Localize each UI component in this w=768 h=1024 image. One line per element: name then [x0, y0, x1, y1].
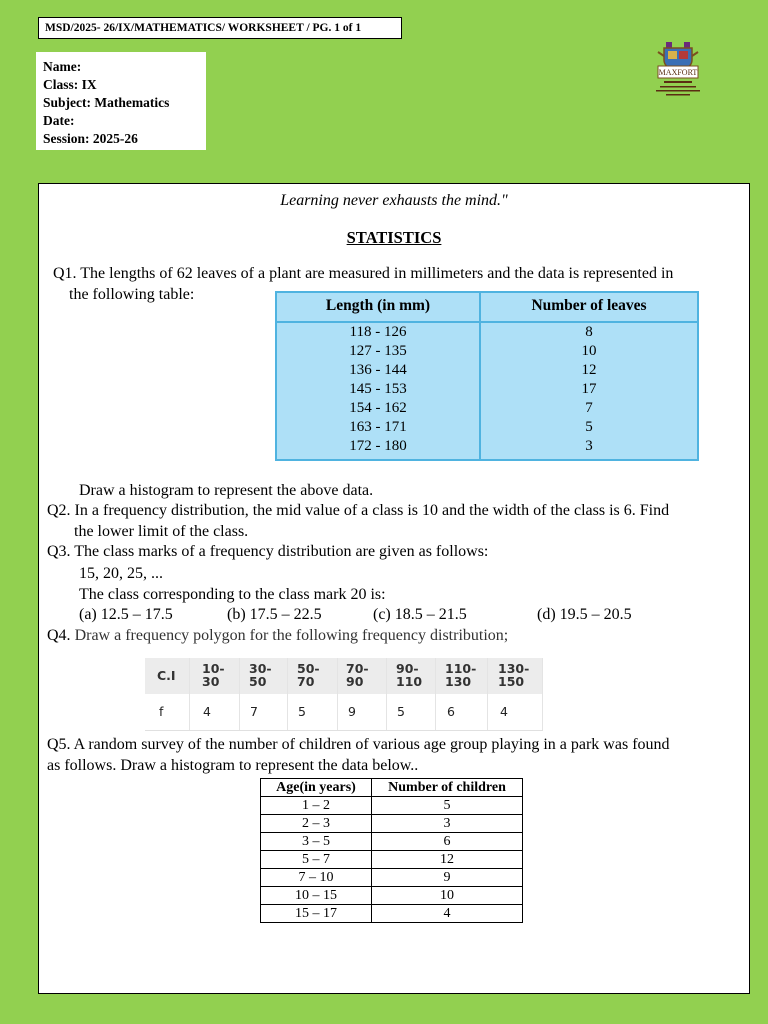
quote: Learning never exhausts the mind." — [280, 192, 508, 209]
table-cell: 9 — [372, 869, 523, 887]
q5-header-age: Age(in years) — [261, 779, 372, 797]
svg-text:MAXFORT: MAXFORT — [658, 68, 698, 77]
table-cell: 1 – 2 — [261, 797, 372, 815]
q4-interval: 10- 30 — [202, 661, 225, 689]
table-cell: 10 — [372, 887, 523, 905]
q1-text-line1: Q1. The lengths of 62 leaves of a plant are measured in millimeters and the data is represented in — [53, 265, 674, 282]
table-cell: 7 – 10 — [261, 869, 372, 887]
subject-label: Subject: Mathematics — [43, 95, 170, 110]
class-label: Class: IX — [43, 77, 97, 92]
q1-instruction: Draw a histogram to represent the above data. — [79, 482, 374, 499]
table-cell: 145 - 153 — [349, 381, 407, 397]
table-cell: 12 — [581, 362, 597, 378]
table-row — [277, 419, 697, 438]
q2-text-line1: Q2. In a frequency distribution, the mid value of a class is 10 and the width of the class is 6. Find — [47, 502, 670, 519]
table-cell: 8 — [585, 324, 593, 340]
table-cell: 3 — [372, 815, 523, 833]
table-cell: 163 - 171 — [349, 419, 407, 435]
q4-ci-row — [145, 658, 543, 694]
q3-option-c: (c) 18.5 – 21.5 — [373, 606, 467, 623]
table-cell: 5 — [585, 419, 593, 435]
table-row — [261, 815, 523, 833]
date-label: Date: — [43, 113, 75, 128]
table-cell: 5 – 7 — [261, 851, 372, 869]
q5-text-line1: Q5. A random survey of the number of children of various age group playing in a park was found — [47, 736, 670, 753]
q4-text-body: Draw a frequency polygon for the following frequency distribution; — [70, 627, 509, 644]
q4-f-row — [145, 694, 543, 731]
q4-interval: 130- 150 — [498, 661, 530, 689]
table-header-row — [261, 779, 523, 797]
q4-frequency: 5 — [298, 704, 306, 719]
q4-f-label: f — [159, 704, 164, 719]
crest-icon — [646, 40, 710, 102]
q1-header-leaves: Number of leaves — [531, 297, 647, 314]
q2-text-line2: the lower limit of the class. — [74, 523, 249, 540]
q4-ci-label: C.I — [157, 668, 176, 683]
table-row — [261, 905, 523, 923]
q4-text — [47, 626, 508, 646]
q4-interval: 110- 130 — [445, 661, 477, 689]
table-row — [277, 400, 697, 419]
q1-header-length: Length (in mm) — [325, 297, 431, 314]
table-row — [261, 833, 523, 851]
table-row — [261, 869, 523, 887]
q4-interval: 70- 90 — [346, 661, 369, 689]
table-row — [261, 851, 523, 869]
table-cell: 5 — [372, 797, 523, 815]
table-row — [277, 362, 697, 381]
q5-header-children: Number of children — [372, 779, 523, 797]
q1-table-header — [277, 293, 697, 323]
q4-interval: 30- 50 — [249, 661, 272, 689]
table-cell: 17 — [581, 381, 597, 397]
q4-frequency: 6 — [447, 704, 455, 719]
table-cell: 7 — [585, 400, 593, 416]
q4-frequency: 4 — [500, 704, 508, 719]
table-row — [261, 887, 523, 905]
q5-text-line2: as follows. Draw a histogram to represent the data below.. — [47, 757, 419, 774]
q3-option-a: (a) 12.5 – 17.5 — [79, 606, 173, 623]
worksheet-title: STATISTICS — [346, 228, 442, 247]
worksheet-sheet — [38, 183, 750, 994]
q3-text-line3: The class corresponding to the class mark 20 is: — [79, 586, 386, 603]
q4-frequency: 4 — [203, 704, 211, 719]
table-cell: 2 – 3 — [261, 815, 372, 833]
q3-text-line2: 15, 20, 25, ... — [79, 565, 163, 582]
table-cell: 118 - 126 — [349, 324, 407, 340]
session-label: Session: 2025-26 — [43, 131, 138, 146]
q4-interval: 50- 70 — [297, 661, 320, 689]
q3-option-d: (d) 19.5 – 20.5 — [537, 606, 632, 623]
table-cell: 172 - 180 — [349, 438, 407, 454]
name-label: Name: — [43, 59, 82, 74]
table-cell: 154 - 162 — [349, 400, 407, 416]
table-row — [277, 343, 697, 362]
table-cell: 6 — [372, 833, 523, 851]
table-row — [277, 381, 697, 400]
table-cell: 10 — [581, 343, 597, 359]
table-cell: 15 – 17 — [261, 905, 372, 923]
table-row — [277, 324, 697, 343]
table-cell: 4 — [372, 905, 523, 923]
table-cell: 3 – 5 — [261, 833, 372, 851]
q1-text-line2: the following table: — [69, 286, 195, 303]
q4-frequency: 5 — [397, 704, 405, 719]
q3-text-line1: Q3. The class marks of a frequency distribution are given as follows: — [47, 543, 489, 560]
table-row — [261, 797, 523, 815]
student-info-box — [36, 52, 206, 150]
school-logo — [646, 40, 710, 102]
q4-prefix: Q4. — [47, 627, 71, 644]
table-cell: 136 - 144 — [349, 362, 407, 378]
table-cell: 10 – 15 — [261, 887, 372, 905]
table-row — [277, 438, 697, 457]
q4-frequency: 9 — [348, 704, 356, 719]
table-cell: 12 — [372, 851, 523, 869]
document-reference: MSD/2025- 26/IX/MATHEMATICS/ WORKSHEET / PG. 1 of 1 — [38, 17, 402, 39]
table-cell: 3 — [585, 438, 593, 454]
q4-table — [145, 658, 543, 730]
q5-table — [260, 778, 523, 923]
q4-frequency: 7 — [250, 704, 258, 719]
table-cell: 127 - 135 — [349, 343, 407, 359]
q4-interval: 90- 110 — [396, 661, 423, 689]
q3-option-b: (b) 17.5 – 22.5 — [227, 606, 322, 623]
q1-table — [275, 291, 699, 461]
